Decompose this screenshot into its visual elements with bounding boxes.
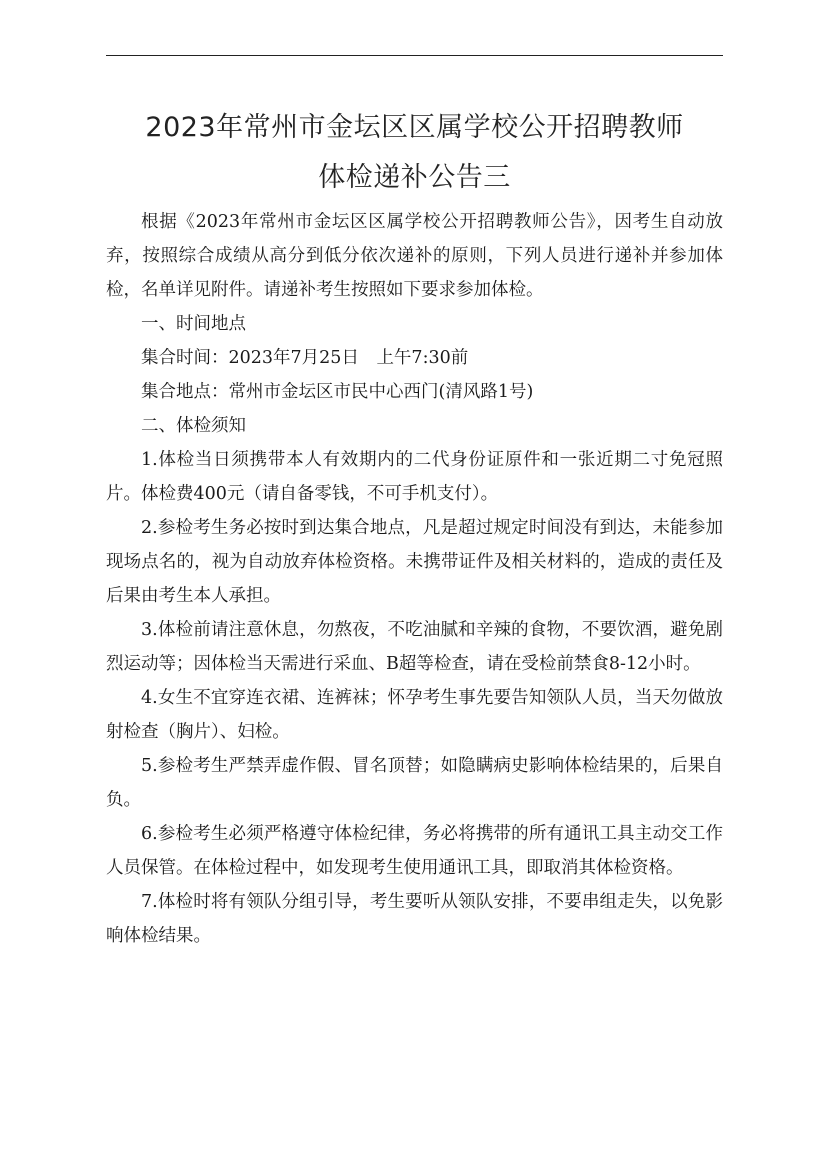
intro-paragraph: 根据《2023年常州市金坛区区属学校公开招聘教师公告》，因考生自动放弃，按照综合成绩从高分到低分依次递补的原则，下列人员进行递补并参加体检，名单详见附件。请递补考生按照如下要求参加体检。 — [106, 212, 723, 300]
notice-item-2: 2.参检考生务必按时到达集合地点，凡是超过规定时间没有到达，未能参加现场点名的，视为自动放弃体检资格。未携带证件及相关材料的，造成的责任及后果由考生本人承担。 — [106, 518, 723, 606]
notice-item-3: 3.体检前请注意休息，勿熬夜，不吃油腻和辛辣的食物，不要饮酒，避免剧烈运动等；因体检当天需进行采血、B超等检查，请在受检前禁食8-12小时。 — [106, 620, 723, 674]
notice-item-6: 6.参检考生必须严格遵守体检纪律，务必将携带的所有通讯工具主动交工作人员保管。在体检过程中，如发现考生使用通讯工具，即取消其体检资格。 — [106, 824, 723, 878]
header-rule — [106, 55, 723, 56]
section-heading-time-place: 一、时间地点 — [141, 314, 246, 334]
document-body — [106, 205, 723, 953]
assembly-time: 集合时间：2023年7月25日 上午7:30前 — [141, 348, 469, 368]
section-heading-notices: 二、体检须知 — [141, 416, 246, 436]
notice-item-1: 1.体检当日须携带本人有效期内的二代身份证原件和一张近期二寸免冠照片。体检费400元（请自备零钱，不可手机支付）。 — [106, 450, 723, 504]
notice-item-5: 5.参检考生严禁弄虚作假、冒名顶替；如隐瞒病史影响体检结果的，后果自负。 — [106, 756, 723, 810]
notice-item-4: 4.女生不宜穿连衣裙、连裤袜；怀孕考生事先要告知领队人员，当天勿做放射检查（胸片）、妇检。 — [106, 688, 723, 742]
assembly-place: 集合地点：常州市金坛区市民中心西门(清风路1号) — [141, 382, 534, 402]
title-line-2: 体检递补公告三 — [318, 162, 511, 193]
title-line-1: 2023年常州市金坛区区属学校公开招聘教师 — [145, 112, 684, 143]
notice-item-7: 7.体检时将有领队分组引导，考生要听从领队安排，不要串组走失，以免影响体检结果。 — [106, 892, 723, 946]
